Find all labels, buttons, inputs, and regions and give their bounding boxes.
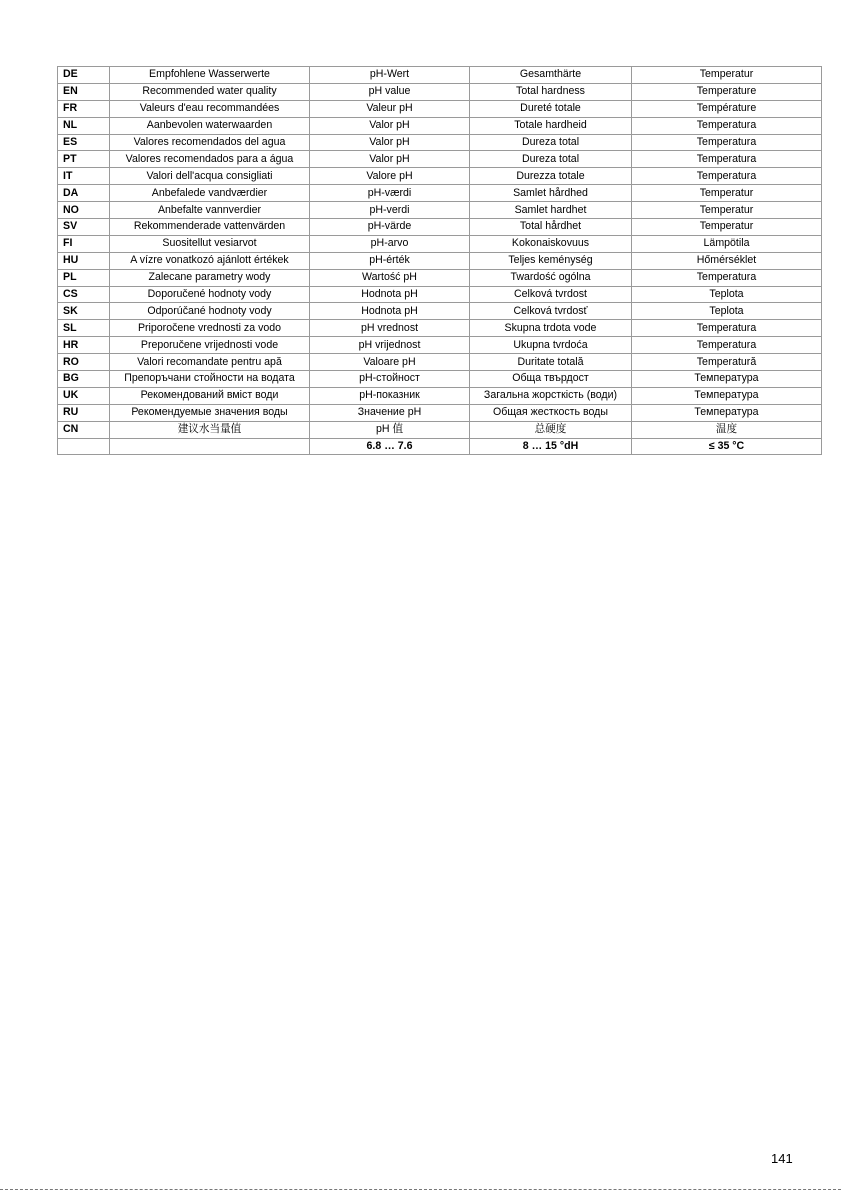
cell-total-hardness: Durezza totale [470,168,632,185]
cell-recommended-values: 建议水当量值 [110,421,310,438]
cell-temperature: Teplota [632,286,822,303]
cell-ph-value: pH vrijednost [310,337,470,354]
cell-recommended-values: Anbefalte vannverdier [110,202,310,219]
cell-ph-value: Valor pH [310,151,470,168]
cell-ph-value: Valore pH [310,168,470,185]
table-row [58,354,822,371]
cell-temperature: Lämpötila [632,235,822,252]
cell-recommended-values: Priporočene vrednosti za vodo [110,320,310,337]
table-row [58,168,822,185]
cell-recommended-values: Anbefalede vandværdier [110,185,310,202]
cell-temperature: Temperatur [632,185,822,202]
cell-temperature: Hőmérséklet [632,252,822,269]
cell-language-code: SL [58,320,110,337]
cell-temperature: Temperatura [632,168,822,185]
cell-ph-value: pH-érték [310,252,470,269]
table-row [58,303,822,320]
cell-temperature: Temperatur [632,202,822,219]
cell-ph-value: Значение pH [310,404,470,421]
value-cell-total-hardness: 8 … 15 °dH [470,438,632,455]
table-row [58,83,822,100]
cell-temperature: Temperatura [632,269,822,286]
cell-total-hardness: Skupna trdota vode [470,320,632,337]
cell-language-code: HU [58,252,110,269]
value-cell-ph-value: 6.8 … 7.6 [310,438,470,455]
table-row [58,67,822,84]
table-row [58,202,822,219]
cell-recommended-values: Rekommenderade vattenvärden [110,219,310,236]
cell-total-hardness: Totale hardheid [470,117,632,134]
cell-total-hardness: Kokonaiskovuus [470,235,632,252]
cell-recommended-values: Recommended water quality [110,83,310,100]
cell-temperature: Temperatura [632,151,822,168]
cell-language-code: EN [58,83,110,100]
cell-recommended-values: Рекомендований вміст води [110,387,310,404]
cell-ph-value: pH-værdi [310,185,470,202]
cell-ph-value: pH 值 [310,421,470,438]
page-number: 141 [771,1151,793,1166]
cell-total-hardness: Ukupna tvrdoća [470,337,632,354]
cell-language-code: DA [58,185,110,202]
cell-recommended-values: Valeurs d'eau recommandées [110,100,310,117]
cell-recommended-values: Valores recomendados para a água [110,151,310,168]
cell-language-code: HR [58,337,110,354]
cell-total-hardness: Twardość ogólna [470,269,632,286]
cell-ph-value: pH-värde [310,219,470,236]
table-row [58,421,822,438]
table-row [58,387,822,404]
cell-language-code: SK [58,303,110,320]
table-row [58,117,822,134]
cell-total-hardness: 总硬度 [470,421,632,438]
cell-ph-value: Valor pH [310,117,470,134]
value-cell-temperature: ≤ 35 °C [632,438,822,455]
cell-temperature: Temperatura [632,117,822,134]
cell-ph-value: Valeur pH [310,100,470,117]
cell-language-code: CS [58,286,110,303]
cell-recommended-values: Valori dell'acqua consigliati [110,168,310,185]
value-cell-language-code [58,438,110,455]
cell-total-hardness: Gesamthärte [470,67,632,84]
table-row [58,252,822,269]
cell-recommended-values: Препоръчани стойности на водата [110,371,310,388]
page-border-line [0,1189,841,1190]
cell-recommended-values: Empfohlene Wasserwerte [110,67,310,84]
cell-language-code: PL [58,269,110,286]
cell-recommended-values: Suositellut vesiarvot [110,235,310,252]
cell-total-hardness: Dureza total [470,134,632,151]
cell-total-hardness: Загальна жорсткість (води) [470,387,632,404]
table-row [58,151,822,168]
table-row [58,185,822,202]
cell-recommended-values: Doporučené hodnoty vody [110,286,310,303]
cell-temperature: Temperatura [632,320,822,337]
table-row [58,235,822,252]
cell-total-hardness: Samlet hårdhed [470,185,632,202]
table-row [58,100,822,117]
table-row [58,269,822,286]
cell-language-code: FI [58,235,110,252]
cell-temperature: Temperatura [632,337,822,354]
cell-language-code: RU [58,404,110,421]
table-row [58,371,822,388]
cell-ph-value: Hodnota pH [310,303,470,320]
cell-total-hardness: Общая жесткость воды [470,404,632,421]
cell-total-hardness: Dureté totale [470,100,632,117]
cell-temperature: Temperatura [632,134,822,151]
cell-recommended-values: Aanbevolen waterwaarden [110,117,310,134]
cell-language-code: FR [58,100,110,117]
table-row [58,320,822,337]
cell-temperature: Температура [632,404,822,421]
cell-ph-value: pH-arvo [310,235,470,252]
cell-language-code: IT [58,168,110,185]
table-row [58,134,822,151]
cell-temperature: Temperatur [632,67,822,84]
cell-total-hardness: Teljes keménység [470,252,632,269]
table-row [58,286,822,303]
cell-total-hardness: Total hårdhet [470,219,632,236]
cell-recommended-values: Рекомендуемые значения воды [110,404,310,421]
cell-total-hardness: Обща твърдост [470,371,632,388]
cell-language-code: ES [58,134,110,151]
cell-language-code: NO [58,202,110,219]
cell-temperature: Температура [632,371,822,388]
cell-language-code: RO [58,354,110,371]
cell-language-code: DE [58,67,110,84]
table-row [58,337,822,354]
table-row [58,219,822,236]
cell-total-hardness: Dureza total [470,151,632,168]
cell-recommended-values: Valores recomendados del agua [110,134,310,151]
cell-recommended-values: Preporučene vrijednosti vode [110,337,310,354]
cell-temperature: Température [632,100,822,117]
cell-total-hardness: Celková tvrdosť [470,303,632,320]
cell-total-hardness: Total hardness [470,83,632,100]
cell-language-code: UK [58,387,110,404]
cell-ph-value: Wartość pH [310,269,470,286]
cell-ph-value: Hodnota pH [310,286,470,303]
cell-ph-value: pH-стойност [310,371,470,388]
cell-temperature: Температура [632,387,822,404]
cell-ph-value: pH value [310,83,470,100]
cell-recommended-values: Zalecane parametry wody [110,269,310,286]
cell-ph-value: pH-verdi [310,202,470,219]
cell-temperature: Temperature [632,83,822,100]
cell-ph-value: Valor pH [310,134,470,151]
water-values-table-container [57,66,821,455]
cell-recommended-values: A vízre vonatkozó ajánlott értékek [110,252,310,269]
table-body [58,67,822,455]
water-values-table [57,66,822,455]
cell-total-hardness: Samlet hardhet [470,202,632,219]
cell-temperature: Temperatură [632,354,822,371]
cell-recommended-values: Valori recomandate pentru apă [110,354,310,371]
cell-language-code: PT [58,151,110,168]
cell-ph-value: Valoare pH [310,354,470,371]
cell-ph-value: pH-Wert [310,67,470,84]
cell-language-code: BG [58,371,110,388]
cell-language-code: NL [58,117,110,134]
cell-ph-value: pH vrednost [310,320,470,337]
value-cell-recommended-values [110,438,310,455]
table-row-values [58,438,822,455]
cell-temperature: 温度 [632,421,822,438]
cell-ph-value: pH-показник [310,387,470,404]
cell-language-code: SV [58,219,110,236]
cell-total-hardness: Celková tvrdost [470,286,632,303]
cell-temperature: Temperatur [632,219,822,236]
cell-temperature: Teplota [632,303,822,320]
table-row [58,404,822,421]
cell-total-hardness: Duritate totală [470,354,632,371]
cell-recommended-values: Odporúčané hodnoty vody [110,303,310,320]
cell-language-code: CN [58,421,110,438]
